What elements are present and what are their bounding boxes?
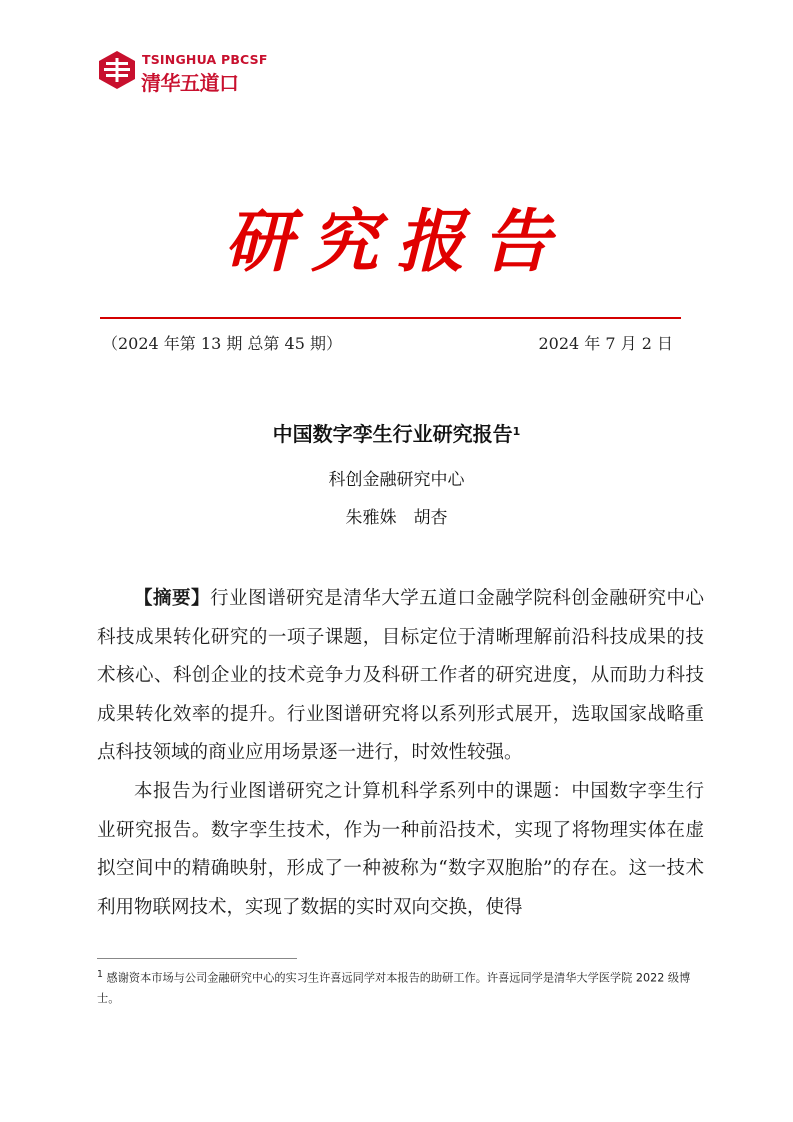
authors: 朱雅姝 胡杏: [345, 508, 448, 528]
footnote-mark: 1: [97, 969, 103, 980]
logo-name-en: TSINGHUA PBCSF: [142, 52, 268, 67]
pbcsf-emblem-icon: [98, 50, 136, 90]
document-title-text: 中国数字孪生行业研究报告: [272, 422, 513, 446]
footnote: [97, 965, 707, 1009]
document-title: [0, 418, 793, 447]
abstract-paragraph-2: 本报告为行业图谱研究之计算机科学系列中的课题：中国数字孪生行业研究报告。数字孪生技术，作为一种前沿技术，实现了将物理实体在虚拟空间中的精确映射，形成了一种被称为“数字双胞胎”的存在。这一技术利用物联网技术，实现了数据的实时双向交换，使得: [97, 780, 704, 918]
abstract-body: [97, 580, 704, 927]
pbcsf-logo: [98, 50, 268, 95]
abstract-label: 【摘要】: [134, 588, 211, 609]
report-type-heading: 研究报告: [224, 202, 569, 282]
footnote-divider: [97, 958, 297, 959]
issue-number: （2024 年第 13 期 总第 45 期）: [102, 334, 342, 353]
footnote-text: 感谢资本市场与公司金融研究中心的实习生许喜远同学对本报告的助研工作。许喜远同学是清华大学医学院 2022 级博士。: [97, 971, 691, 1005]
department: 科创金融研究中心: [328, 470, 465, 490]
header-divider: [100, 317, 681, 319]
title-footnote-mark: 1: [512, 425, 521, 438]
abstract-paragraph-1: [97, 580, 704, 773]
publish-date: 2024 年 7 月 2 日: [538, 334, 673, 353]
abstract-paragraph-1-text: 行业图谱研究是清华大学五道口金融学院科创金融研究中心科技成果转化研究的一项子课题，目标定位于清晰理解前沿科技成果的技术核心、科创企业的技术竞争力及科研工作者的研究进度，从而助力科技成果转化效率的提升。行业图谱研究将以系列形式展开，选取国家战略重点科技领域的商业应用场景逐一进行，时效性较强。: [97, 588, 704, 764]
logo-name-cn: 清华五道口: [141, 71, 239, 95]
